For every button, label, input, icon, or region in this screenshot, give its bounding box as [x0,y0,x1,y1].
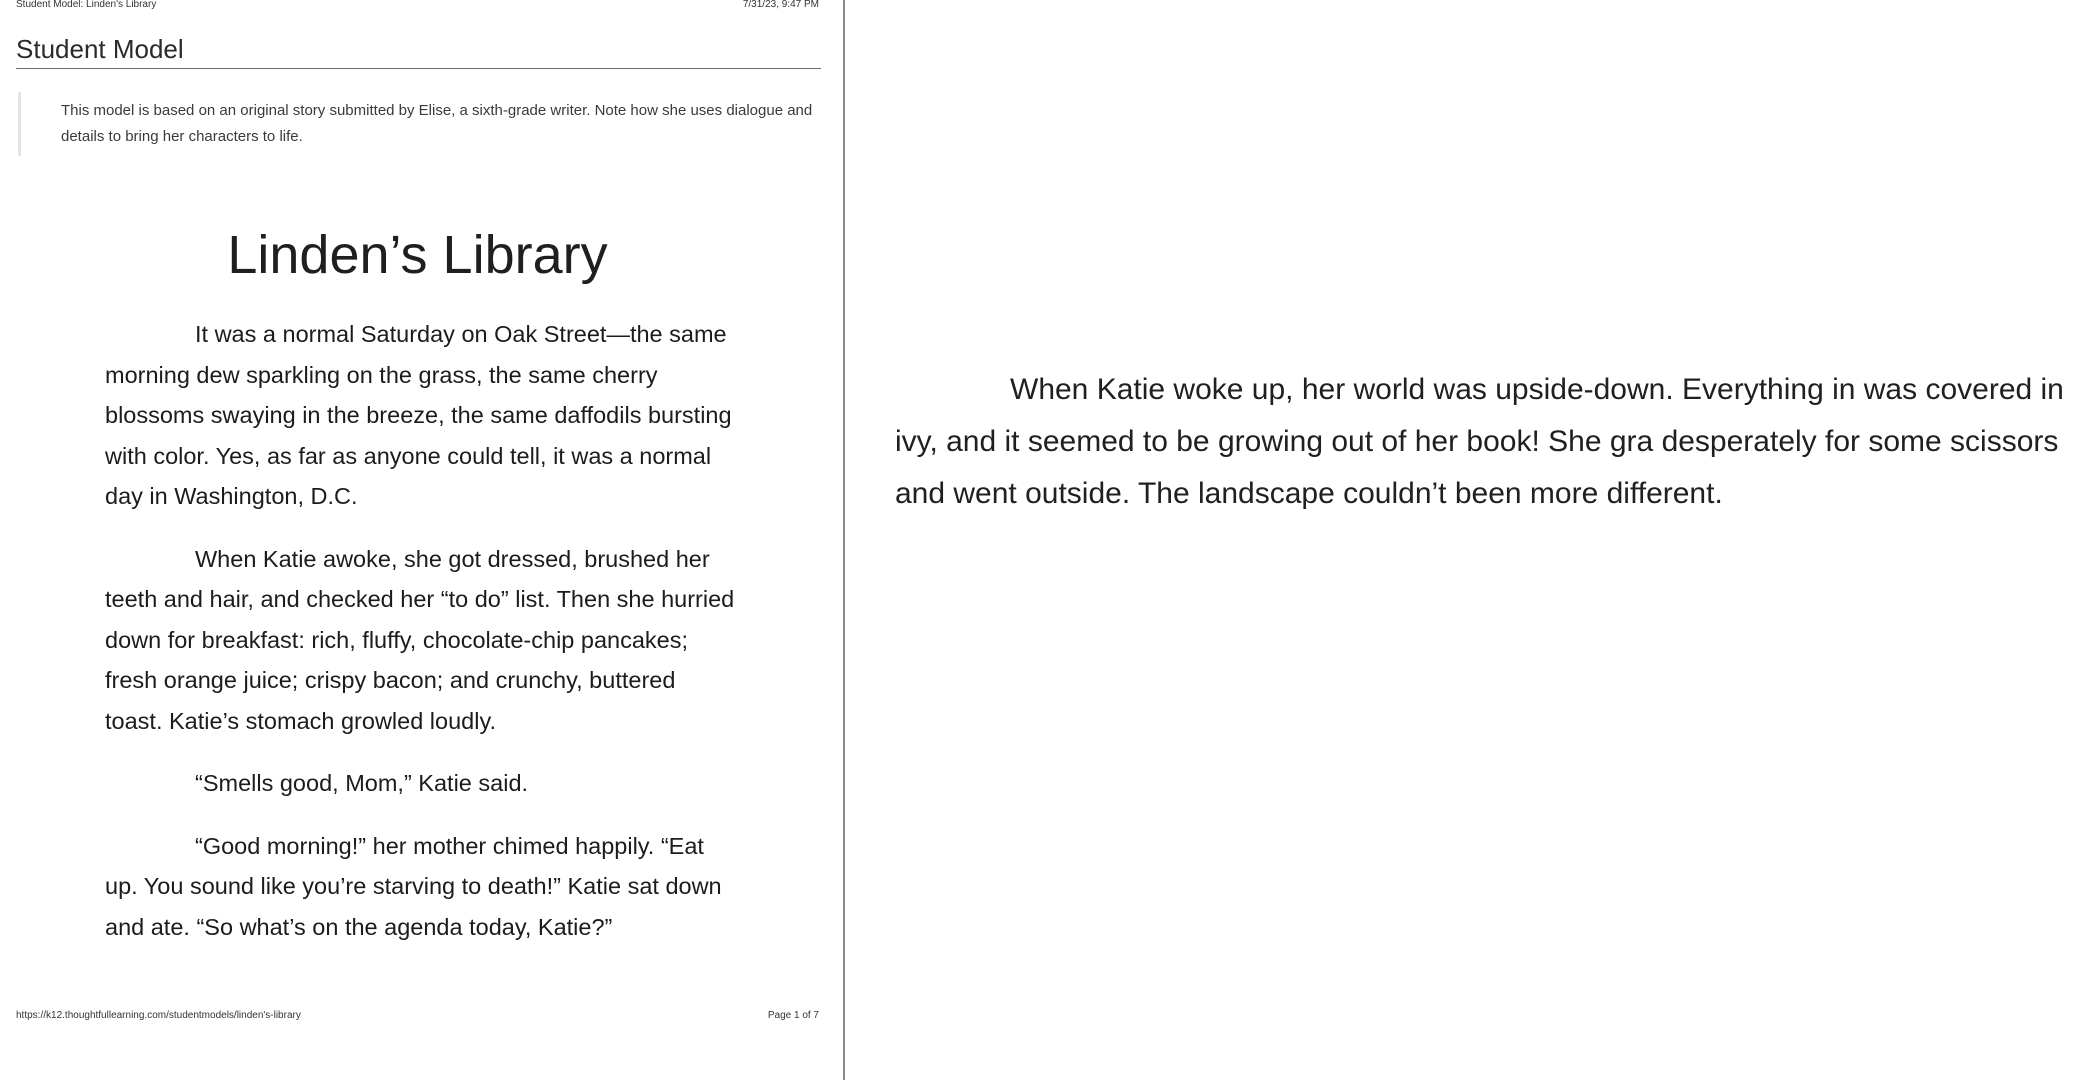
print-footer-url: https://k12.thoughtfullearning.com/studentmodels/linden's-library [16,1010,301,1021]
intro-note: This model is based on an original story submitted by Elise, a sixth-grade writer. Note how she uses dialogue and details to bring her characters to life. [18,92,818,156]
page-indicator: Page 1 of 7 [767,1010,819,1021]
print-header [16,0,819,14]
story-paragraph: It was a normal Saturday on Oak Street—the same morning dew sparkling on the grass, the same cherry blossoms swaying in the breeze, the same daffodils bursting with color. Yes, as far as anyone could tell, it was a normal day in Washington, D.C. [105,321,732,509]
story-paragraph: When Katie awoke, she got dressed, brushed her teeth and hair, and checked her “to do” list. Then she hurried down for breakfast: rich, fluffy, chocolate-chip pancakes; fresh orange juice; crispy bacon; and crunchy, buttered toast. Katie’s stomach growled loudly. [105,545,735,734]
section-title: Student Model [16,34,821,69]
printed-page [0,0,845,1080]
story-title: Linden’s Library [227,225,608,285]
print-header-datetime: 7/31/23, 9:47 PM [742,0,819,10]
zoomed-view-panel [847,0,2064,1080]
print-header-title: Student Model: Linden's Library [16,0,157,10]
print-footer [16,1010,819,1021]
story-paragraph: “Good morning!” her mother chimed happily. “Eat up. You sound like you’re starving to death!” Katie sat down and ate. “So what’s on the agenda today, Katie?” [105,832,722,940]
zoomed-paragraph: When Katie woke up, her world was upside-down. Everything in was covered in ivy, and it seemed to be growing out of her book! She gra desperately for some scissors and went outside. The landscape couldn’t been more different. [895,373,2064,510]
story-body [105,314,735,969]
story-paragraph: “Smells good, Mom,” Katie said. [195,770,529,796]
